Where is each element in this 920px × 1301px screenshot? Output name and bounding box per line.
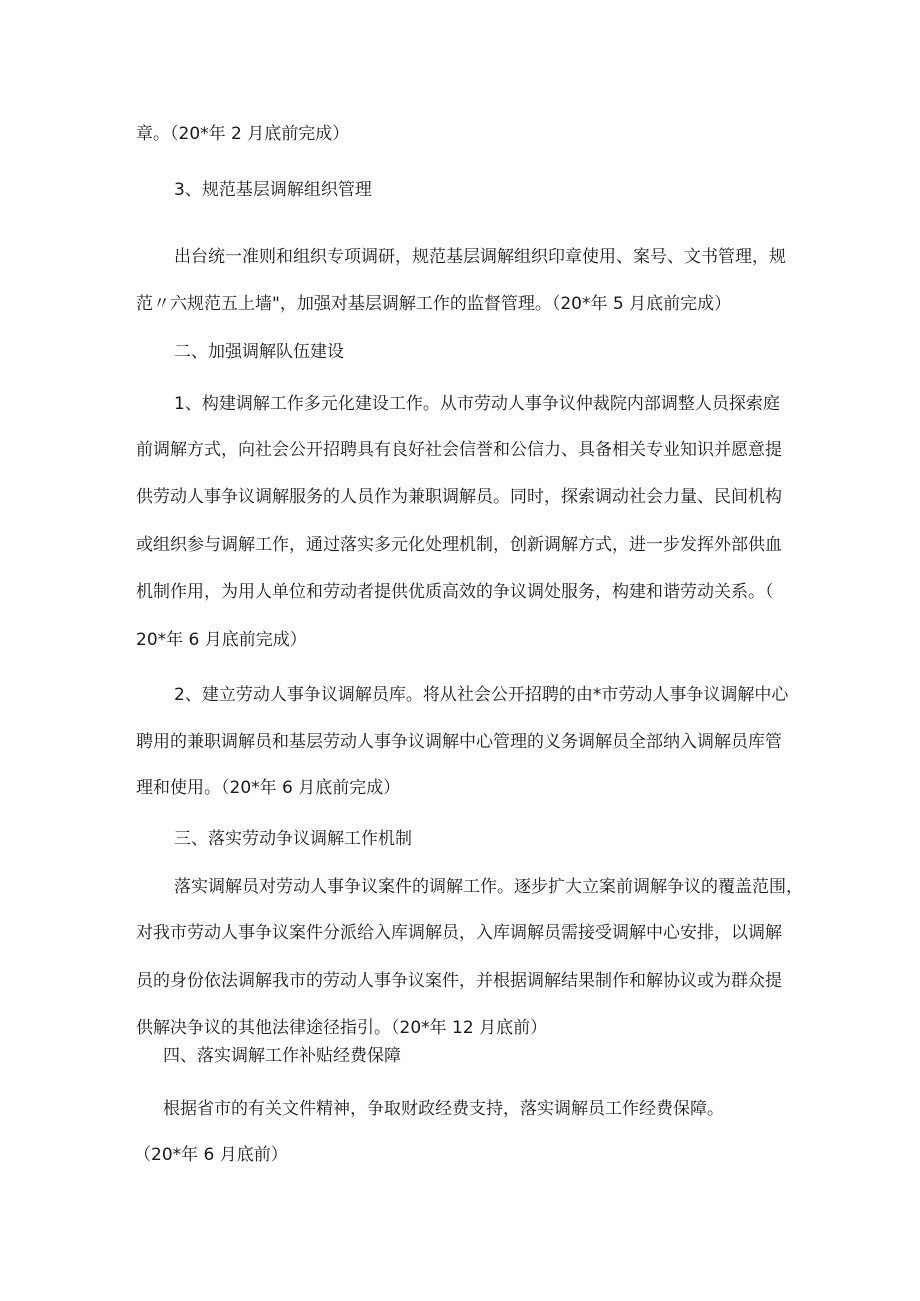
section-heading: 二、加强调解队伍建设 bbox=[174, 342, 344, 362]
paragraph-line: 对我市劳动人事争议案件分派给入库调解员，入库调解员需接受调解中心安排，以调解 bbox=[136, 923, 782, 943]
paragraph-line: 员的身份依法调解我市的劳动人事争议案件，并根据调解结果制作和解协议或为群众提 bbox=[136, 971, 782, 991]
section-heading: 四、落实调解工作补贴经费保障 bbox=[163, 1046, 401, 1066]
paragraph-line: 1、构建调解工作多元化建设工作。从市劳动人事争议仲裁院内部调整人员探索庭 bbox=[174, 394, 780, 414]
paragraph-line: （20*年 6 月底前） bbox=[134, 1145, 288, 1165]
paragraph-line: 供解决争议的其他法律途径指引。（20*年 12 月底前） bbox=[136, 1018, 548, 1038]
paragraph-line: 理和使用。（20*年 6 月底前完成） bbox=[136, 778, 401, 798]
paragraph-line: 前调解方式，向社会公开招聘具有良好社会信誉和公信力、具备相关专业知识并愿意提 bbox=[136, 440, 782, 460]
paragraph-line: 落实调解员对劳动人事争议案件的调解工作。逐步扩大立案前调解争议的覆盖范围， bbox=[174, 877, 803, 897]
paragraph-line: 范〃六规范五上墙"，加强对基层调解工作的监督管理。（20*年 5 月底前完成） bbox=[136, 294, 732, 314]
paragraph-line: 章。（20*年 2 月底前完成） bbox=[136, 124, 350, 144]
paragraph-line: 聘用的兼职调解员和基层劳动人事争议调解中心管理的义务调解员全部纳入调解员库管 bbox=[136, 732, 782, 752]
paragraph-line: 根据省市的有关文件精神，争取财政经费支持，落实调解员工作经费保障。 bbox=[163, 1099, 724, 1119]
paragraph-line: 出台统一准则和组织专项调研，规范基层调解组织印章使用、案号、文书管理，规 bbox=[174, 247, 786, 267]
paragraph-line: 供劳动人事争议调解服务的人员作为兼职调解员。同时，探索调动社会力量、民间机构 bbox=[136, 487, 782, 507]
section-heading: 3、规范基层调解组织管理 bbox=[174, 180, 372, 200]
paragraph-line: 2、建立劳动人事争议调解员库。将从社会公开招聘的由*市劳动人事争议调解中心 bbox=[174, 685, 789, 705]
paragraph-line: 20*年 6 月底前完成） bbox=[136, 630, 307, 650]
section-heading: 三、落实劳动争议调解工作机制 bbox=[174, 829, 412, 849]
paragraph-line: 机制作用，为用人单位和劳动者提供优质高效的争议调处服务，构建和谐劳动关系。（ bbox=[136, 582, 774, 602]
paragraph-line: 或组织参与调解工作，通过落实多元化处理机制，创新调解方式，进一步发挥外部供血 bbox=[136, 535, 782, 555]
